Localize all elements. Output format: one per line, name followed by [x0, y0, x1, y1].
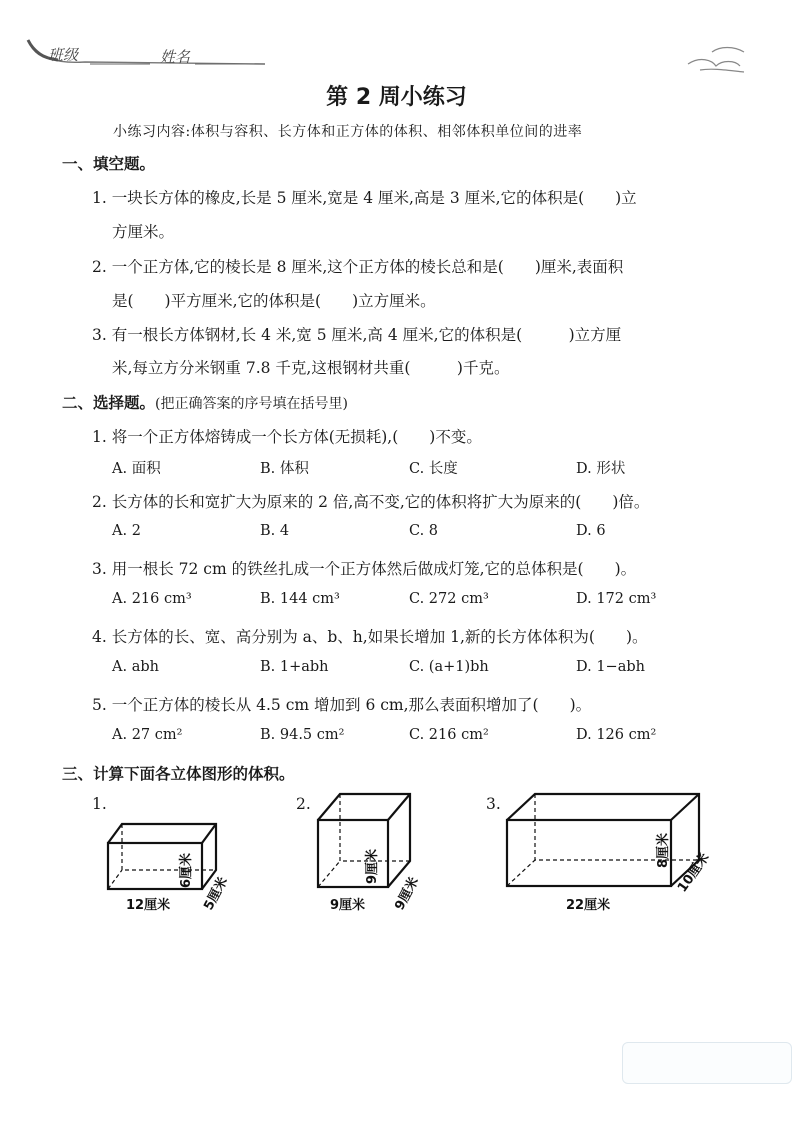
- question-1-1-cont: 方厘米。: [112, 223, 175, 241]
- page-title: 第 2 周小练习: [326, 85, 467, 110]
- option-2-3-b: B. 144 cm³: [260, 591, 340, 607]
- figure-1-cuboid: [108, 824, 216, 889]
- option-2-1-b: B. 体积: [260, 461, 309, 477]
- figure-2-height-label: 9厘米: [365, 848, 380, 884]
- question-1-1: 1. 一块长方体的橡皮,长是 5 厘米,宽是 4 厘米,高是 3 厘米,它的体积是( )立: [92, 189, 637, 207]
- question-2-5: 5. 一个正方体的棱长从 4.5 cm 增加到 6 cm,那么表面积增加了( )。: [92, 696, 592, 714]
- cloud-icon: [688, 48, 744, 73]
- option-2-3-a: A. 216 cm³: [112, 591, 192, 607]
- option-2-1-a: A. 面积: [112, 461, 161, 477]
- section1-heading: 一、填空题。: [62, 155, 156, 173]
- option-2-1-d: D. 形状: [576, 461, 626, 477]
- question-2-4: 4. 长方体的长、宽、高分别为 a、b、h,如果长增加 1,新的长方体体积为( )。: [92, 628, 648, 646]
- question-1-3-cont: 米,每立方分米钢重 7.8 千克,这根钢材共重( )千克。: [112, 359, 510, 377]
- figure-2-width-label: 9厘米: [392, 874, 422, 913]
- section2-heading: 二、选择题。(把正确答案的序号填在括号里): [62, 394, 348, 412]
- figure-2-number: 2.: [296, 795, 311, 813]
- option-2-2-a: A. 2: [112, 523, 141, 539]
- option-2-5-b: B. 94.5 cm²: [260, 727, 345, 743]
- option-2-4-b: B. 1+abh: [260, 659, 329, 675]
- name-label: 姓名: [160, 48, 191, 66]
- figures-area: [0, 780, 793, 930]
- figure-3-height-label: 8厘米: [656, 832, 671, 868]
- option-2-5-d: D. 126 cm²: [576, 727, 657, 743]
- page-subtitle: 小练习内容:体积与容积、长方体和正方体的体积、相邻体积单位间的进率: [113, 124, 583, 140]
- figure-1-width-label: 5厘米: [201, 874, 231, 913]
- option-2-4-c: C. (a+1)bh: [409, 659, 489, 675]
- figure-2-cube: [318, 794, 410, 887]
- option-2-5-a: A. 27 cm²: [112, 727, 183, 743]
- option-2-5-c: C. 216 cm²: [409, 727, 489, 743]
- section2-note: (把正确答案的序号填在括号里): [155, 396, 348, 412]
- option-2-4-a: A. abh: [112, 659, 159, 675]
- figure-2-length-label: 9厘米: [330, 898, 366, 913]
- question-2-3: 3. 用一根长 72 cm 的铁丝扎成一个正方体然后做成灯笼,它的总体积是( )。: [92, 560, 637, 578]
- option-2-3-c: C. 272 cm³: [409, 591, 489, 607]
- question-2-1: 1. 将一个正方体熔铸成一个长方体(无损耗),( )不变。: [92, 428, 482, 446]
- option-2-3-d: D. 172 cm³: [576, 591, 657, 607]
- option-2-2-b: B. 4: [260, 523, 290, 539]
- question-2-2: 2. 长方体的长和宽扩大为原来的 2 倍,高不变,它的体积将扩大为原来的( )倍。: [92, 493, 650, 511]
- question-1-3: 3. 有一根长方体钢材,长 4 米,宽 5 厘米,高 4 厘米,它的体积是( )立方厘: [92, 326, 622, 344]
- figure-3-width-label: 10厘米: [674, 850, 713, 896]
- figure-1-height-label: 6厘米: [179, 852, 194, 888]
- figure-3-length-label: 22厘米: [566, 898, 611, 913]
- option-2-2-d: D. 6: [576, 523, 606, 539]
- option-2-2-c: C. 8: [409, 523, 439, 539]
- header-decoration: [0, 0, 793, 80]
- section3-heading: 三、计算下面各立体图形的体积。: [62, 765, 295, 783]
- class-label: 班级: [48, 46, 79, 64]
- figure-3-number: 3.: [486, 795, 501, 813]
- question-1-2: 2. 一个正方体,它的棱长是 8 厘米,这个正方体的棱长总和是( )厘米,表面积: [92, 258, 624, 276]
- figure-1-length-label: 12厘米: [126, 898, 171, 913]
- option-2-4-d: D. 1−abh: [576, 659, 645, 675]
- question-1-2-cont: 是( )平方厘米,它的体积是( )立方厘米。: [112, 292, 436, 310]
- page-corner-decoration: [622, 1042, 792, 1084]
- option-2-1-c: C. 长度: [409, 461, 458, 477]
- figure-1-number: 1.: [92, 795, 107, 813]
